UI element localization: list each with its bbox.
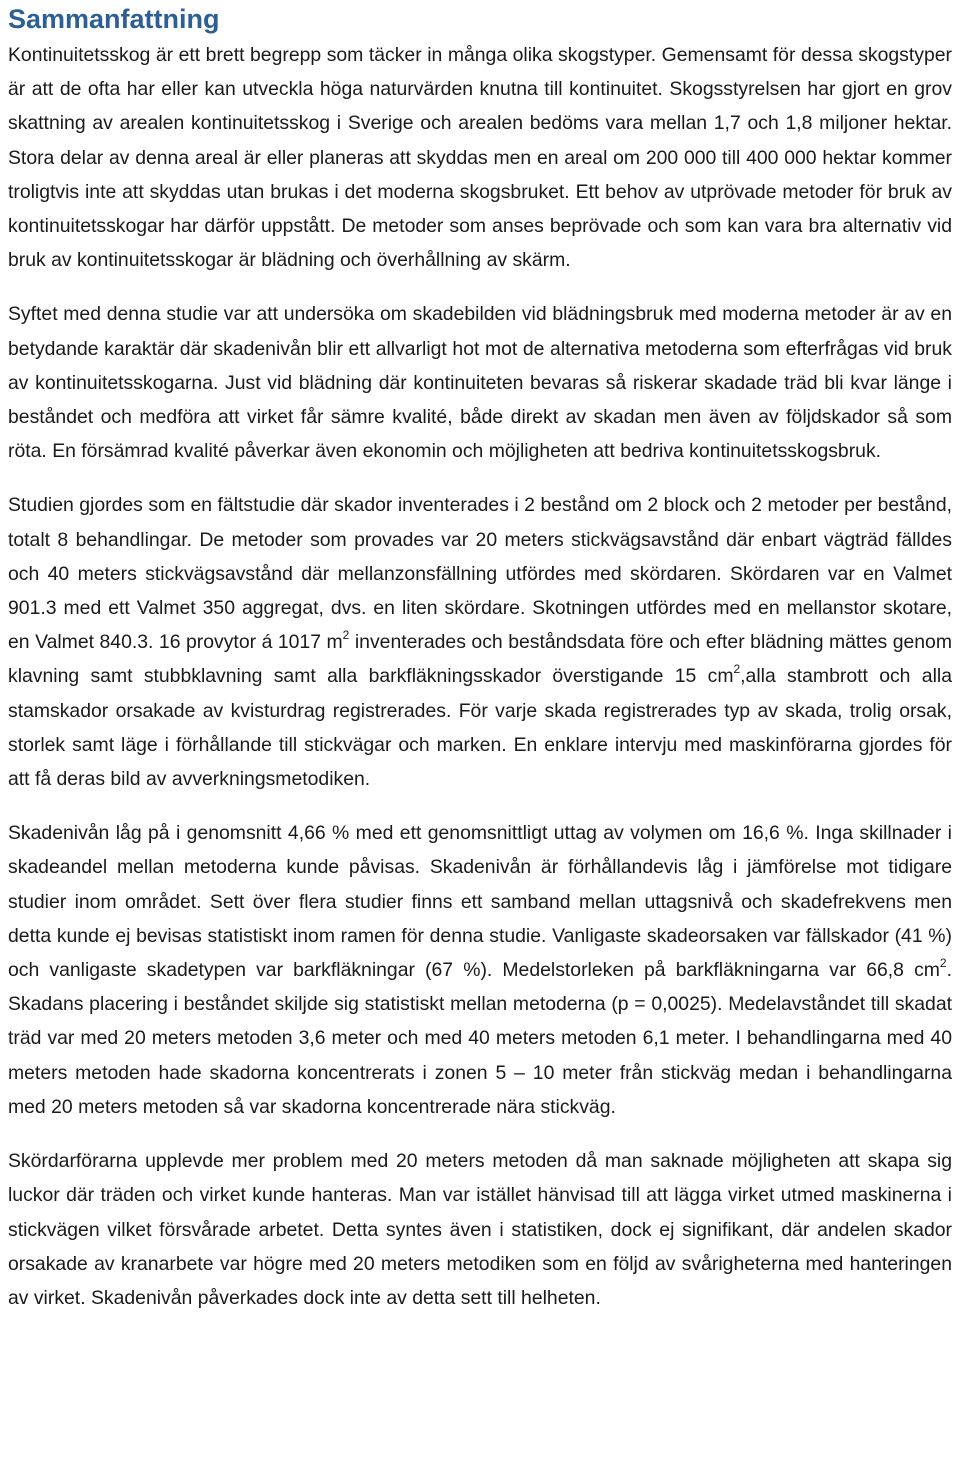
superscript: 2	[939, 956, 947, 971]
paragraph-text: . Skadans placering i beståndet skiljde sig statistiskt mellan metoderna (p = 0,0025). Medelavståndet till skadat träd var med 20 meters metoden 3,6 meter och med 40 meters metoden 6,1 meter. I behandlingarna med 40 meters metoden hade skadorna koncentrerats i zonen 5 – 10 meter från stickväg medan i behandlingarna med 20 meters metoden så var skadorna koncentrerade nära stickväg.	[8, 959, 952, 1118]
superscript: 2	[342, 628, 350, 643]
paragraph-purpose	[8, 297, 952, 468]
paragraph-background	[8, 38, 952, 277]
paragraph-text: Kontinuitetsskog är ett brett begrepp som täcker in många olika skogstyper. Gemensamt för dessa skogstyper är att de ofta har eller kan utveckla höga naturvärden knutna till kontinuitet. Skogsstyrelsen har gjort en grov skattning av arealen kontinuitetsskog i Sverige och arealen bedöms vara mellan 1,7 och 1,8 miljoner hektar. Stora delar av denna areal är eller planeras att skyddas men en areal om 200 000 till 400 000 hektar kommer troligtvis inte att skyddas utan brukas i det moderna skogsbruket. Ett behov av utprövade metoder för bruk av kontinuitetsskogar har därför uppstått. De metoder som anses beprövade och som kan vara bra alternativ vid bruk av kontinuitetsskogar är blädning och överhållning av skärm.	[8, 44, 952, 272]
paragraph-operators	[8, 1144, 952, 1315]
paragraph-results	[8, 816, 952, 1124]
paragraph-text: Skördarförarna upplevde mer problem med 20 meters metoden då man saknade möjligheten att skapa sig luckor där träden och virket kunde hanteras. Man var istället hänvisad till att lägga virket utmed maskinerna i stickvägen vilket försvårade arbetet. Detta syntes även i statistiken, dock ej signifikant, där andelen skador orsakade av kranarbete var högre med 20 meters metodiken som en följd av svårigheterna med hanteringen av virket. Skadenivån påverkades dock inte av detta sett till helheten.	[8, 1150, 952, 1309]
paragraph-method	[8, 488, 952, 796]
paragraph-text: inventerades och beståndsdata före och efter blädning mättes genom klavning samt stubbklavning samt alla barkfläkningsskador överstigande 15 cm	[8, 631, 952, 688]
section-heading: Sammanfattning	[8, 4, 220, 34]
paragraph-text: Skadenivån låg på i genomsnitt 4,66 % med ett genomsnittligt uttag av volymen om 16,6 %. Inga skillnader i skadeandel mellan metoderna kunde påvisas. Skadenivån är förhållandevis låg i jämförelse mot tidigare studier inom området. Sett över flera studier finns ett samband mellan uttagsnivå och skadefrekvens men detta kunde ej bevisas statistiskt inom ramen för denna studie. Vanligaste skadeorsaken var fällskador (41 %) och vanligaste skadetypen var barkfläkningar (67 %). Medelstorleken på barkfläkningarna var 66,8 cm	[8, 822, 952, 982]
paragraph-text: Studien gjordes som en fältstudie där skador inventerades i 2 bestånd om 2 block och 2 metoder per bestånd, totalt 8 behandlingar. De metoder som provades var 20 meters stickvägsavstånd där enbart vägträd fälldes och 40 meters stickvägsavstånd där mellanzonsfällning utfördes med skördaren. Skördaren var en Valmet 901.3 med ett Valmet 350 aggregat, dvs. en liten skördare. Skotningen utfördes med en mellanstor skotare, en Valmet 840.3. 16 provytor á 1017 m	[8, 494, 952, 654]
paragraph-text: Syftet med denna studie var att undersöka om skadebilden vid blädningsbruk med moderna metoder är av en betydande karaktär där skadenivån blir ett allvarligt hot mot de alternativa metoderna som efterfrågas vid bruk av kontinuitetsskogarna. Just vid blädning där kontinuiteten bevaras så riskerar skadade träd bli kvar länge i beståndet och medföra att virket får sämre kvalité, både direkt av skadan men även av följdskador så som röta. En försämrad kvalité påverkar även ekonomin och möjligheten att bedriva kontinuitetsskogsbruk.	[8, 303, 952, 463]
paragraph-text: ,alla stambrott och alla stamskador orsakade av kvisturdrag registrerades. För varje skada registrerades typ av skada, trolig orsak, storlek samt läge i förhållande till stickvägar och marken. En enklare intervju med maskinförarna gjordes för att få deras bild av avverkningsmetodiken.	[8, 665, 952, 791]
superscript: 2	[733, 662, 741, 677]
